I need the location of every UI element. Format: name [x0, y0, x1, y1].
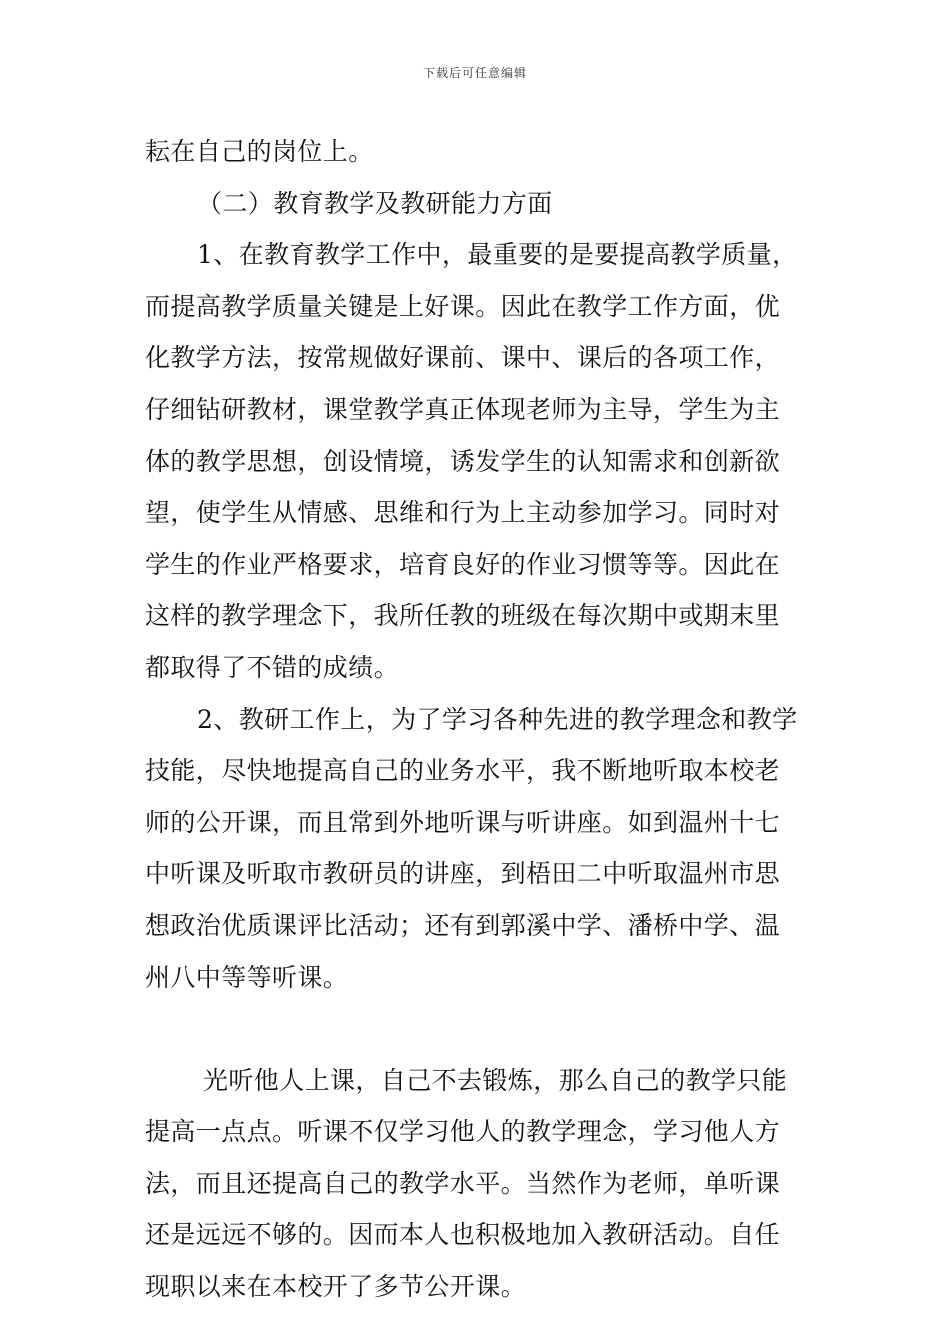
text-line: 现职以来在本校开了多节公开课。: [145, 1272, 527, 1302]
text-line: 提高一点点。听课不仅学习他人的教学理念，学习他人方: [145, 1117, 781, 1147]
text-line: 1、在教育教学工作中，最重要的是要提高教学质量，: [197, 240, 798, 270]
text-line: 耘在自己的岗位上。: [145, 137, 374, 166]
section-heading: （二）教育教学及教研能力方面: [197, 188, 553, 218]
text-line: 2、教研工作上，为了学习各种先进的教学理念和教学: [197, 704, 798, 734]
text-line: 学生的作业严格要求，培育良好的作业习惯等等。因此在: [145, 549, 781, 579]
text-line: 而提高教学质量关键是上好课。因此在教学工作方面，优: [145, 291, 781, 321]
text-line: 仔细钻研教材，课堂教学真正体现老师为主导，学生为主: [145, 394, 781, 424]
text-line: 想政治优质课评比活动；还有到郭溪中学、潘桥中学、温: [145, 910, 781, 940]
text-line: 化教学方法，按常规做好课前、课中、课后的各项工作，: [145, 343, 781, 373]
text-line: 技能，尽快地提高自己的业务水平，我不断地听取本校老: [145, 756, 781, 786]
text-line: 望，使学生从情感、思维和行为上主动参加学习。同时对: [145, 498, 781, 528]
document-body: [145, 126, 810, 1313]
text-line: 还是远远不够的。因而本人也积极地加入教研活动。自任: [145, 1220, 781, 1250]
text-line: 州八中等等听课。: [145, 962, 349, 992]
text-line: 法，而且还提高自己的教学水平。当然作为老师，单听课: [145, 1168, 781, 1198]
text-line: 光听他人上课，自己不去锻炼，那么自己的教学只能: [203, 1065, 788, 1095]
text-line: 师的公开课，而且常到外地听课与听讲座。如到温州十七: [145, 807, 781, 837]
text-line: 中听课及听取市教研员的讲座，到梧田二中听取温州市思: [145, 859, 781, 889]
page-header: 下载后可任意编辑: [422, 66, 527, 80]
text-line: 这样的教学理念下，我所任教的班级在每次期中或期末里: [145, 601, 781, 631]
paragraph-gap: [145, 1003, 810, 1055]
text-line: 体的教学思想，创设情境，诱发学生的认知需求和创新欲: [145, 446, 781, 476]
text-line: 都取得了不错的成绩。: [145, 652, 400, 682]
